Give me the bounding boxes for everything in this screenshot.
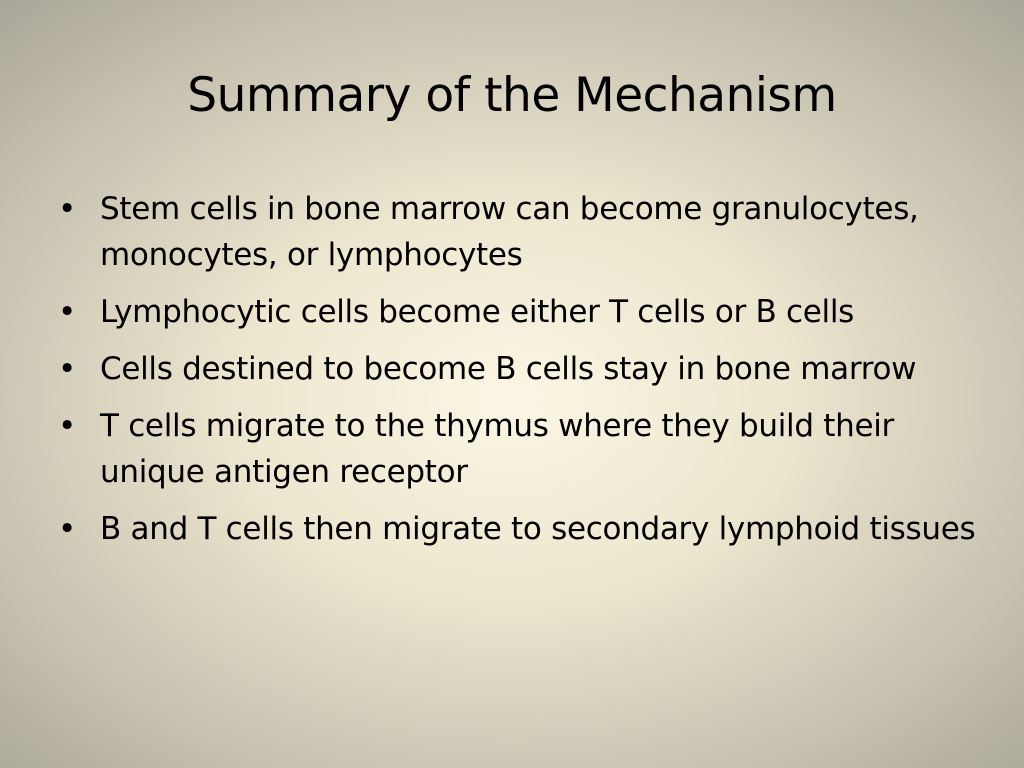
bullet-item-b-cells bbox=[56, 346, 976, 392]
slide-title: Summary of the Mechanism bbox=[187, 68, 837, 123]
bullet-icon: • bbox=[58, 408, 76, 444]
bullet-text: B and T cells then migrate to secondary lymphoid tissues bbox=[100, 511, 976, 547]
bullet-icon: • bbox=[58, 294, 76, 330]
bullet-icon: • bbox=[58, 191, 76, 227]
bullet-icon: • bbox=[58, 351, 76, 387]
bullet-text: Cells destined to become B cells stay in bone marrow bbox=[100, 351, 917, 387]
bullet-icon: • bbox=[58, 511, 76, 547]
bullet-item-t-cells bbox=[56, 403, 976, 495]
bullet-text: T cells migrate to the thymus where they build their unique antigen receptor bbox=[100, 408, 895, 490]
bullet-item-lymphocytic-cells bbox=[56, 289, 976, 335]
bullet-text: Stem cells in bone marrow can become granulocytes, monocytes, or lymphocytes bbox=[100, 191, 919, 273]
bullet-item-secondary-lymphoid bbox=[56, 506, 976, 552]
bullet-item-stem-cells bbox=[56, 186, 976, 278]
bullet-text: Lymphocytic cells become either T cells or B cells bbox=[100, 294, 855, 330]
bullet-list bbox=[56, 186, 976, 563]
